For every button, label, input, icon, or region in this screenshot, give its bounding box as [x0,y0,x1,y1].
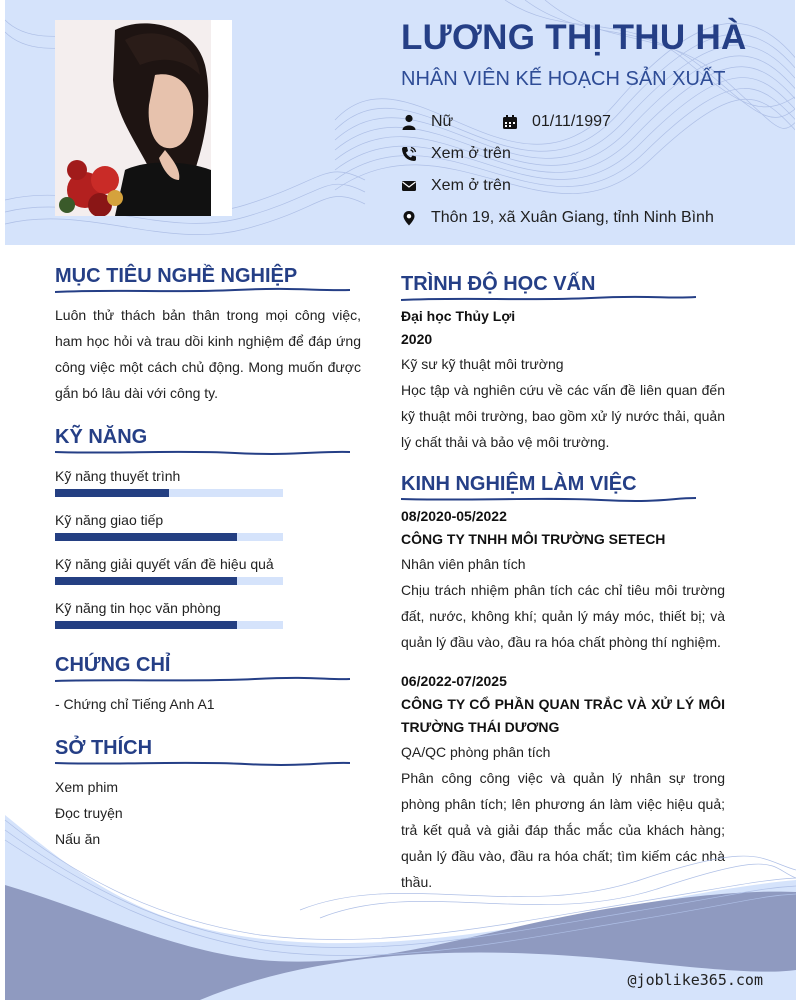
job-description: Chịu trách nhiệm phân tích các chỉ tiêu môi trường đất, nước, không khí; quản lý máy móc, thiết bị; và quản lý đầu vào, đầu ra hóa chất phòng thí nghiệm. [401,582,725,650]
job-company: CÔNG TY CỔ PHẦN QUAN TRẮC VÀ XỬ LÝ MÔI [401,696,725,712]
education-heading: TRÌNH ĐỘ HỌC VẤN [401,273,596,295]
watermark: @joblike365.com [627,971,763,989]
hobby-item: Xem phim [55,779,119,795]
hobbies-heading: SỞ THÍCH [55,737,153,759]
footer-wave-decoration [0,800,796,1000]
job-period: 06/2022-07/2025 [401,673,507,689]
skill-bar [55,577,283,585]
profile-photo [55,20,232,216]
skills-underline [55,448,350,456]
skill-label: Kỹ năng giao tiếp [55,512,164,528]
gender-value: Nữ [431,113,454,130]
skill-label: Kỹ năng tin học văn phòng [55,600,221,616]
skill-label: Kỹ năng giải quyết vấn đề hiệu quả [55,556,274,572]
gender-row [401,113,453,131]
calendar-icon [502,114,518,130]
education-major: Kỹ sư kỹ thuật môi trường [401,356,564,372]
hobby-item: Nấu ăn [55,831,101,847]
job-description: Phân công công việc và quản lý nhân sự trong phòng phân tích; lên phương án làm việc hiệu quả; trả kết quả và giải đáp thắc mắc của khách hàng; quản lý đầu vào, đầu ra hóa chất; tìm kiếm các nhà thầu. [401,770,725,890]
skill-label: Kỹ năng thuyết trình [55,468,181,484]
education-year: 2020 [401,331,433,347]
hobbies-underline [55,759,350,767]
job-period: 08/2020-05/2022 [401,508,507,524]
skill-bar [55,621,283,629]
skill-bar-fill [55,621,237,629]
skill-bar-fill [55,489,169,497]
experience-underline [401,495,696,503]
hobby-item: Đọc truyện [55,805,123,821]
email-icon [401,178,417,194]
job-role: QA/QC phòng phân tích [401,744,551,760]
skill-bar-fill [55,533,237,541]
birthday-value: 01/11/1997 [532,113,611,130]
objective-underline [55,287,350,295]
candidate-name: LƯƠNG THỊ THU HÀ [401,18,747,57]
phone-value: Xem ở trên [431,145,511,162]
skill-bar [55,489,283,497]
certificates-heading: CHỨNG CHỈ [55,654,171,676]
education-underline [401,295,696,303]
skill-bar-fill [55,577,237,585]
job-company-cont: TRƯỜNG THÁI DƯƠNG [401,719,560,735]
address-row [401,209,714,227]
certificates-underline [55,676,350,684]
education-description: Học tập và nghiên cứu về các vấn đề liên quan đến kỹ thuật môi trường, bao gồm xử lý nước thải, quản lý chất thải và bảo vệ môi trường. [401,382,725,450]
skills-heading: KỸ NĂNG [55,426,148,448]
email-row [401,177,511,195]
address-value: Thôn 19, xã Xuân Giang, tỉnh Ninh Bình [431,209,714,226]
location-icon [401,210,417,226]
phone-icon [401,146,417,162]
birthday-row [502,113,611,131]
job-company: CÔNG TY TNHH MÔI TRƯỜNG SETECH [401,531,666,547]
objective-heading: MỤC TIÊU NGHỀ NGHIỆP [55,265,298,287]
experience-heading: KINH NGHIỆM LÀM VIỆC [401,473,637,495]
email-value: Xem ở trên [431,177,511,194]
user-icon [401,114,417,130]
objective-text: Luôn thử thách bản thân trong mọi công việc, ham học hỏi và trau dồi kinh nghiệm để đáp ứng công việc một cách chủ động. Mong muốn được gắn bó lâu dài với công ty. [55,307,361,401]
job-role: Nhân viên phân tích [401,556,526,572]
job-title: NHÂN VIÊN KẾ HOẠCH SẢN XUẤT [401,68,726,90]
phone-row [401,145,511,163]
skill-bar [55,533,283,541]
education-school: Đại học Thủy Lợi [401,308,516,324]
certificate-item: - Chứng chỉ Tiếng Anh A1 [55,696,215,712]
